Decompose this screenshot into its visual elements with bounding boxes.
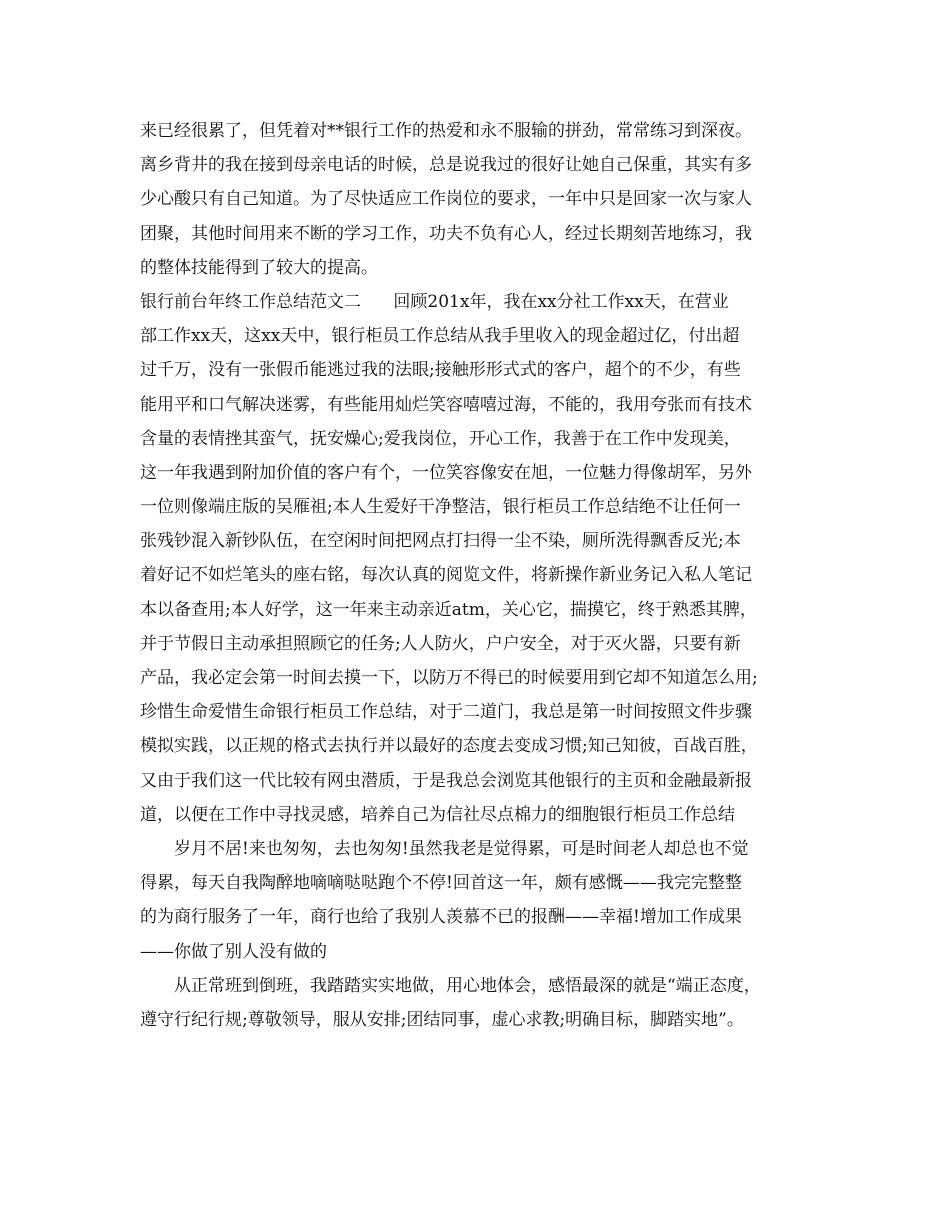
- text-line: 一位则像端庄版的吴雁祖;本人生爱好干净整洁，银行柜员工作总结绝不让任何一: [140, 497, 741, 518]
- text-line: 部工作xx天，这xx天中，银行柜员工作总结从我手里收入的现金超过亿，付出超: [140, 326, 740, 347]
- text-line: 团聚，其他时间用来不断的学习工作，功夫不负有心人，经过长期刻苦地练习，我: [140, 223, 752, 244]
- text-line: 产品，我必定会第一时间去摸一下，以防万不得已的时候要用到它却不知道怎么用;: [140, 668, 758, 688]
- text-line: 的整体技能得到了较大的提高。: [140, 257, 378, 278]
- text-line: 并于节假日主动承担照顾它的任务;人人防火，户户安全，对于灭火器，只要有新: [140, 633, 741, 654]
- text-line: 的为商行服务了一年，商行也给了我别人羡慕不已的报酬——幸福!增加工作成果: [140, 907, 742, 928]
- document-body: [140, 114, 830, 1037]
- section-heading-line: 银行前台年终工作总结范文二 回顾201x年，我在xx分社工作xx天，在营业: [140, 291, 729, 312]
- text-line: 过千万，没有一张假币能逃过我的法眼;接触形形式式的客户，超个的不少，有些: [140, 360, 741, 381]
- text-line: 这一年我遇到附加价值的客户有个，一位笑容像安在旭，一位魅力得像胡军，另外: [140, 462, 752, 483]
- text-line: 含量的表情挫其蛮气，抚安燥心;爱我岗位，开心工作，我善于在工作中发现美，: [140, 428, 741, 449]
- text-line: 遵守行纪行规;尊敬领导，服从安排;团结同事，虚心求教;明确目标，脚踏实地”。: [140, 1009, 744, 1030]
- text-line: 道，以便在工作中寻找灵感，培养自己为信社尽点棉力的细胞银行柜员工作总结: [140, 804, 735, 825]
- text-line: ——你做了别人没有做的: [140, 941, 327, 962]
- text-line: 又由于我们这一代比较有网虫潜质，于是我总会浏览其他银行的主页和金融最新报: [140, 770, 752, 791]
- paragraph-start-line: 从正常班到倒班，我踏踏实实地做，用心地体会，感悟最深的就是“端正态度，: [174, 975, 761, 996]
- paragraph-start-line: 岁月不居!来也匆匆，去也匆匆!虽然我老是觉得累，可是时间老人却总也不觉: [174, 838, 749, 859]
- text-line: 本以备查用;本人好学，这一年来主动亲近atm，关心它，揣摸它，终于熟悉其脾，: [140, 599, 757, 620]
- text-line: 得累，每天自我陶醉地嘀嘀哒哒跑个不停!回首这一年，颇有感慨——我完完整整: [140, 873, 742, 894]
- text-line: 珍惜生命爱惜生命银行柜员工作总结，对于二道门，我总是第一时间按照文件步骤: [140, 702, 752, 723]
- text-line: 着好记不如烂笔头的座右铭，每次认真的阅览文件，将新操作新业务记入私人笔记: [140, 565, 752, 586]
- text-line: 来已经很累了，但凭着对**银行工作的热爱和永不服输的拼劲，常常练习到深夜。: [140, 121, 752, 141]
- text-line: 少心酸只有自己知道。为了尽快适应工作岗位的要求，一年中只是回家一次与家人: [140, 189, 752, 210]
- text-line: 模拟实践，以正规的格式去执行并以最好的态度去变成习惯;知己知彼，百战百胜，: [140, 736, 758, 757]
- text-line: 张残钞混入新钞队伍，在空闲时间把网点打扫得一尘不染，厕所洗得飘香反光;本: [140, 531, 741, 552]
- text-line: 能用平和口气解决迷雾，有些能用灿烂笑容嘻嘻过海，不能的，我用夸张而有技术: [140, 394, 752, 415]
- text-line: 离乡背井的我在接到母亲电话的时候，总是说我过的很好让她自己保重，其实有多: [140, 155, 752, 176]
